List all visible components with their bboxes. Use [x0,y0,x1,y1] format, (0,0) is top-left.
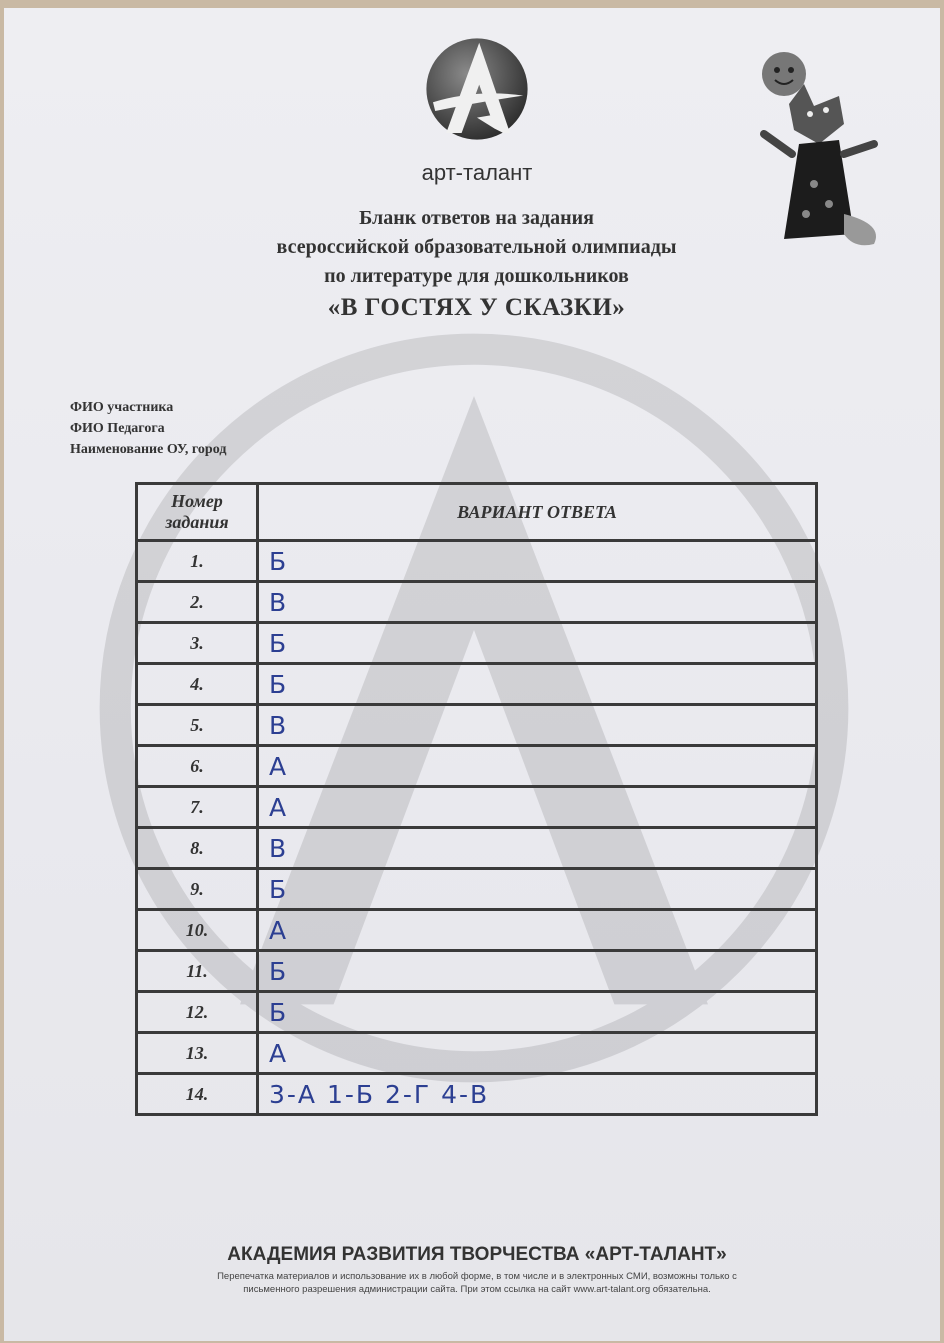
table-row [137,992,817,1033]
answer-cell: А [258,787,817,828]
copyright-line-2: письменного разрешения администрации сайта. При этом ссылка на сайт www.art-talant.org обязательна. [243,1284,711,1295]
table-row [137,787,817,828]
answer-cell: А [258,1033,817,1074]
answers-table [135,482,818,1116]
academy-title: АКАДЕМИЯ РАЗВИТИЯ ТВОРЧЕСТВА «АРТ-ТАЛАНТ» [227,1244,727,1265]
task-number: 9. [137,869,258,910]
header-answer-variant: ВАРИАНТ ОТВЕТА [258,484,817,541]
olympiad-title: «В ГОСТЯХ У СКАЗКИ» [327,294,626,321]
answer-cell: Б [258,951,817,992]
answer-cell: 3-А 1-Б 2-Г 4-В [258,1074,817,1115]
task-number: 4. [137,664,258,705]
participant-fields [70,397,226,460]
brand-name: арт-талант [421,160,533,185]
answer-cell: Б [258,869,817,910]
table-row [137,1033,817,1074]
answer-sheet [4,8,940,1341]
task-number: 2. [137,582,258,623]
task-number: 14. [137,1074,258,1115]
copyright-note [108,1270,846,1296]
task-number: 8. [137,828,258,869]
heading-line-3: по литературе для дошкольников [324,265,629,287]
school-label: Наименование ОУ, город [70,442,227,457]
table-row [137,582,817,623]
answer-cell: А [258,910,817,951]
copyright-line-1: Перепечатка материалов и использование их в любой форме, в том числе и в электронных СМИ, возможны только с [217,1271,737,1282]
task-number: 1. [137,541,258,582]
answer-cell: В [258,705,817,746]
table-row [137,705,817,746]
heading-line-2: всероссийской образовательной олимпиады [276,236,677,258]
task-number: 12. [137,992,258,1033]
header-task-number: Номер задания [137,484,258,541]
answer-cell: Б [258,664,817,705]
table-row [137,541,817,582]
answer-cell: Б [258,623,817,664]
table-row [137,1074,817,1115]
teacher-name-label: ФИО Педагога [70,421,165,436]
table-row [137,828,817,869]
task-number: 3. [137,623,258,664]
table-row [137,869,817,910]
form-heading [154,204,799,325]
heading-line-1: Бланк ответов на задания [359,207,594,229]
task-number: 5. [137,705,258,746]
answer-cell: В [258,828,817,869]
table-row [137,951,817,992]
task-number: 7. [137,787,258,828]
task-number: 11. [137,951,258,992]
task-number: 13. [137,1033,258,1074]
answer-cell: В [258,582,817,623]
table-row [137,910,817,951]
participant-name-label: ФИО участника [70,400,174,415]
art-talant-logo-icon [422,34,532,144]
task-number: 6. [137,746,258,787]
task-number: 10. [137,910,258,951]
answer-cell: Б [258,541,817,582]
table-row [137,746,817,787]
answer-cell: А [258,746,817,787]
answer-cell: Б [258,992,817,1033]
table-row [137,664,817,705]
table-row [137,623,817,664]
